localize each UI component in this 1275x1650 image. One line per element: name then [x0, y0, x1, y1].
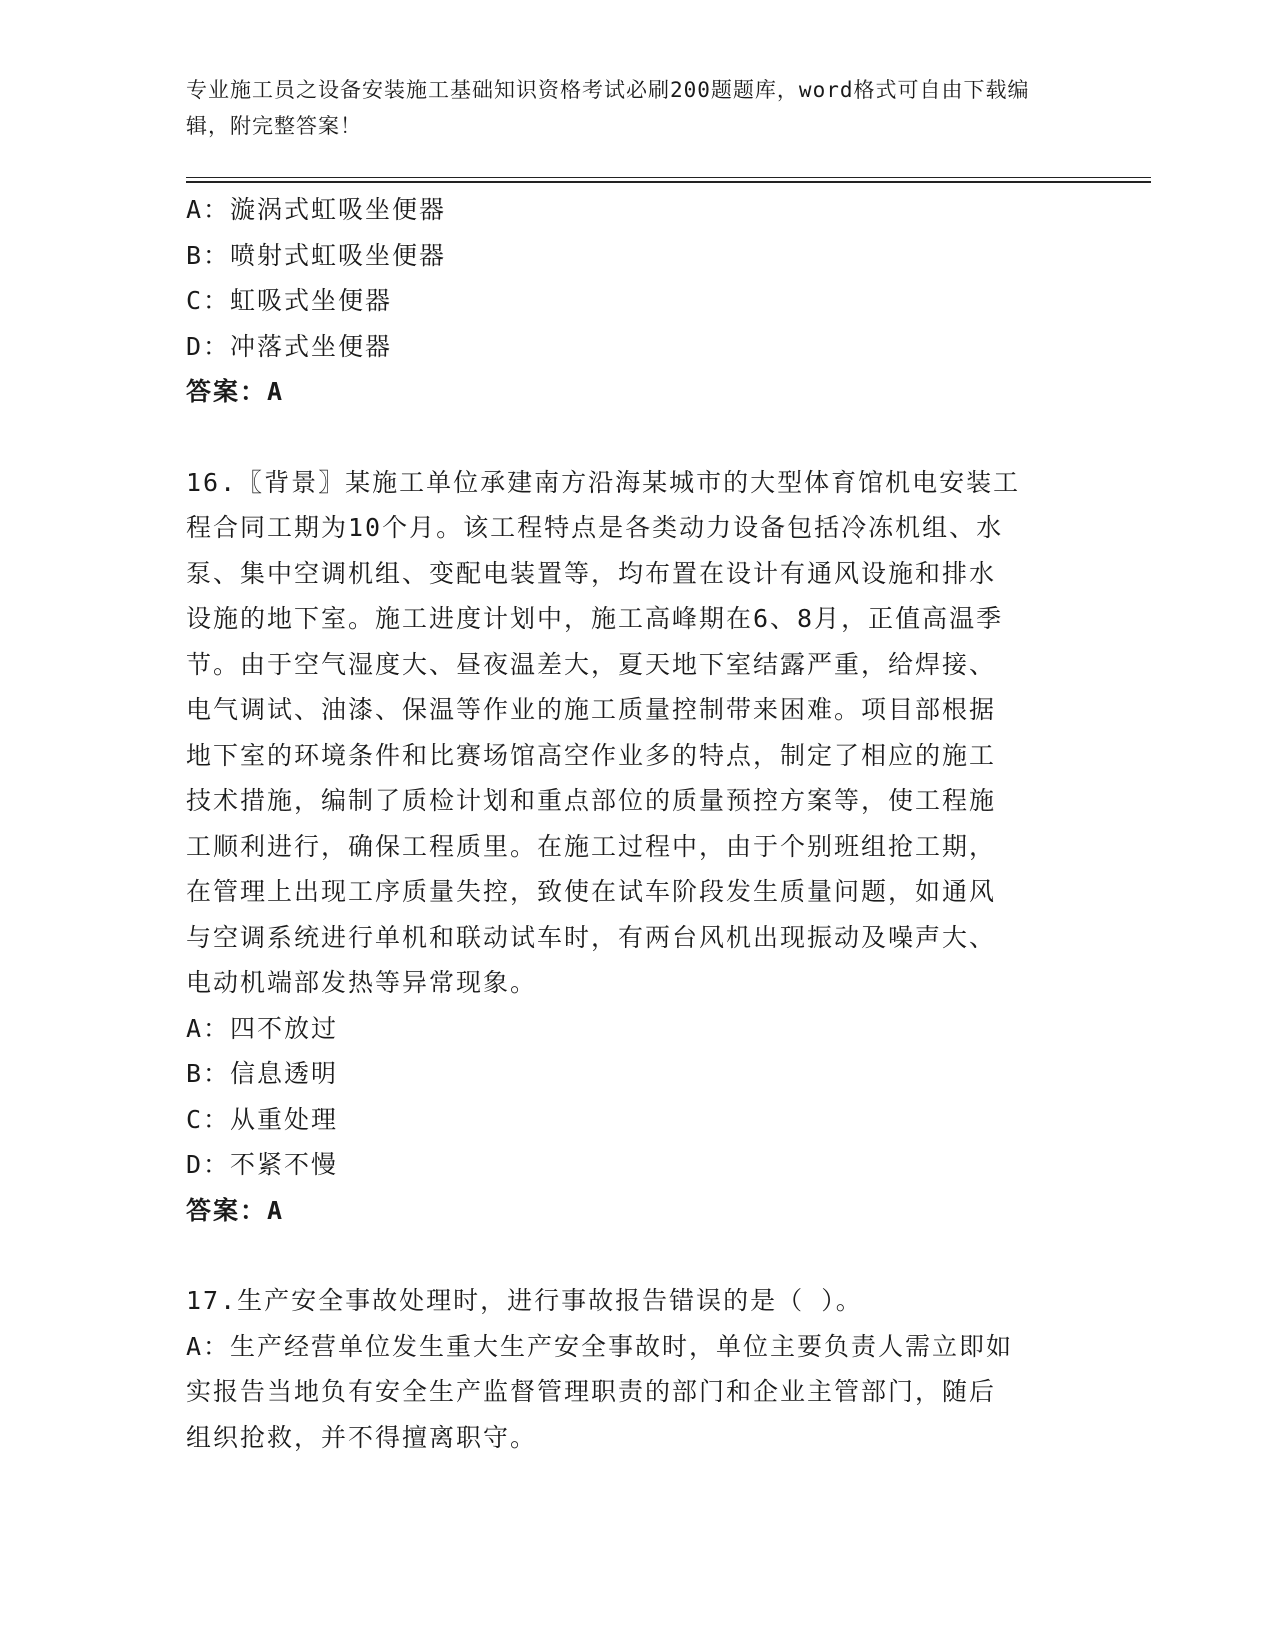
- question-17-block: [186, 1278, 1076, 1460]
- question-16-block: [186, 460, 1076, 1234]
- document-content: [186, 187, 1076, 1460]
- document-header: 专业施工员之设备安装施工基础知识资格考试必刷200题题库，word格式可自由下载编辑，附完整答案！: [186, 78, 1030, 138]
- question-stem-line: 程合同工期为10个月。该工程特点是各类动力设备包括冷冻机组、水: [186, 513, 1004, 542]
- question-stem-line: 电气调试、油漆、保温等作业的施工质量控制带来困难。项目部根据: [186, 695, 997, 724]
- header-rule-thin: [186, 177, 1151, 178]
- question-stem-line: 地下室的环境条件和比赛场馆高空作业多的特点，制定了相应的施工: [186, 740, 997, 770]
- question-stem-line: 电动机端部发热等异常现象。: [186, 968, 538, 997]
- option-c: C：虹吸式坐便器: [186, 286, 393, 315]
- prev-question-block: [186, 187, 1076, 415]
- option-b: B：信息透明: [186, 1059, 339, 1088]
- question-stem-line: 与空调系统进行单机和联动试车时，有两台风机出现振动及噪声大、: [186, 922, 997, 952]
- spacer: [186, 415, 1076, 460]
- answer: 答案：A: [186, 377, 285, 406]
- question-stem-line: 节。由于空气湿度大、昼夜温差大，夏天地下室结露严重，给焊接、: [186, 649, 997, 679]
- option-a-line: 组织抢救，并不得擅离职守。: [186, 1422, 538, 1452]
- option-a: A：漩涡式虹吸坐便器: [186, 195, 447, 224]
- spacer: [186, 1233, 1076, 1278]
- option-b: B：喷射式虹吸坐便器: [186, 240, 447, 270]
- question-stem: 17.生产安全事故处理时，进行事故报告错误的是（ ）。: [186, 1286, 863, 1315]
- header-rule-thick: [186, 181, 1151, 183]
- question-stem-line: 工顺利进行，确保工程质里。在施工过程中，由于个别班组抢工期，: [186, 831, 997, 861]
- option-d: D：不紧不慢: [186, 1150, 339, 1179]
- option-a-line: 实报告当地负有安全生产监督管理职责的部门和企业主管部门，随后: [186, 1377, 997, 1406]
- question-stem-line: 泵、集中空调机组、变配电装置等，均布置在设计有通风设施和排水: [186, 558, 997, 588]
- question-stem-line: 16.〖背景〗某施工单位承建南方沿海某城市的大型体育馆机电安装工: [186, 467, 1021, 497]
- answer: 答案：A: [186, 1195, 285, 1225]
- question-stem-line: 技术措施，编制了质检计划和重点部位的质量预控方案等，使工程施: [186, 786, 997, 815]
- option-c: C：从重处理: [186, 1104, 339, 1134]
- option-a-line: A：生产经营单位发生重大生产安全事故时，单位主要负责人需立即如: [186, 1331, 1014, 1361]
- question-stem-line: 设施的地下室。施工进度计划中，施工高峰期在6、8月，正值高温季: [186, 604, 1004, 633]
- option-d: D：冲落式坐便器: [186, 331, 393, 361]
- question-stem-line: 在管理上出现工序质量失控，致使在试车阶段发生质量问题，如通风: [186, 877, 997, 906]
- option-a: A：四不放过: [186, 1013, 339, 1043]
